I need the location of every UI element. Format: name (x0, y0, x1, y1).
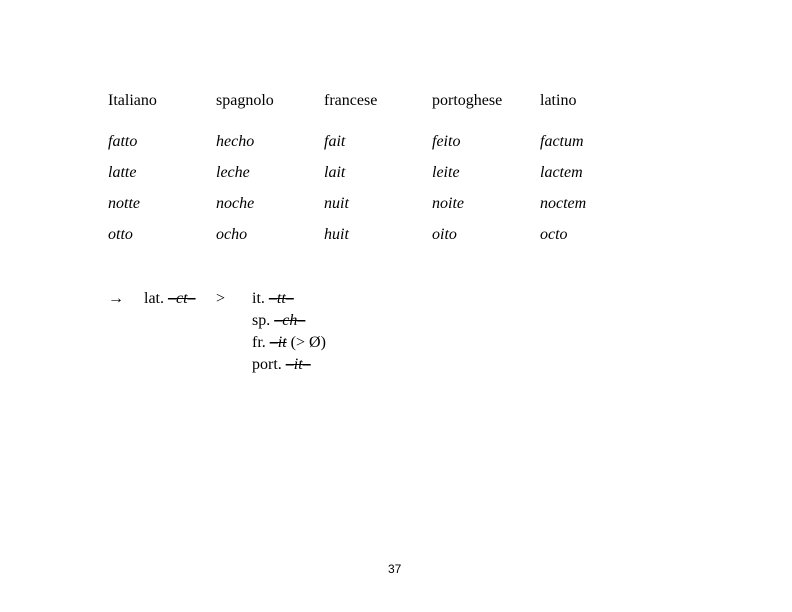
source-segment: –ct– (168, 290, 196, 307)
table-cell: hecho (216, 133, 255, 150)
source-form (144, 288, 196, 310)
outcome-note: (> Ø) (290, 334, 326, 351)
header-portoghese: portoghese (432, 92, 503, 109)
outcome-french (252, 332, 326, 354)
table-cell: noctem (540, 195, 587, 212)
greater-than-sign: > (216, 290, 226, 307)
outcome-label: sp. (252, 312, 271, 329)
table-cell: latte (108, 164, 137, 181)
header-italiano: Italiano (108, 92, 157, 109)
table-cell: leite (432, 164, 460, 181)
outcome-label: port. (252, 356, 282, 373)
outcome-portuguese (252, 354, 311, 376)
table-cell: lactem (540, 164, 583, 181)
outcome-segment: –it– (285, 356, 311, 373)
outcome-spanish (252, 310, 305, 332)
table-cell: noche (216, 195, 255, 212)
table-cell: oito (432, 226, 457, 243)
table-cell: noite (432, 195, 464, 212)
table-cell: factum (540, 133, 584, 150)
table-cell: leche (216, 164, 250, 181)
arrow-icon: → (108, 290, 124, 307)
table-cell: nuit (324, 195, 349, 212)
outcome-segment: –tt– (268, 290, 294, 307)
outcome-segment: –ch– (274, 312, 306, 329)
outcome-label: it. (252, 290, 265, 307)
outcome-italian (252, 288, 294, 310)
outcome-label: fr. (252, 334, 266, 351)
table-cell: ocho (216, 226, 248, 243)
table-cell: octo (540, 226, 568, 243)
table-cell: feito (432, 133, 461, 150)
header-latino: latino (540, 92, 577, 109)
header-spagnolo: spagnolo (216, 92, 274, 109)
table-cell: fait (324, 133, 346, 150)
table-cell: fatto (108, 133, 138, 150)
table-cell: lait (324, 164, 346, 181)
outcome-segment: –it (269, 334, 287, 351)
page-number: 37 (388, 562, 402, 576)
table-cell: huit (324, 226, 349, 243)
source-label: lat. (144, 290, 164, 307)
header-francese: francese (324, 92, 378, 109)
table-cell: notte (108, 195, 140, 212)
table-cell: otto (108, 226, 133, 243)
